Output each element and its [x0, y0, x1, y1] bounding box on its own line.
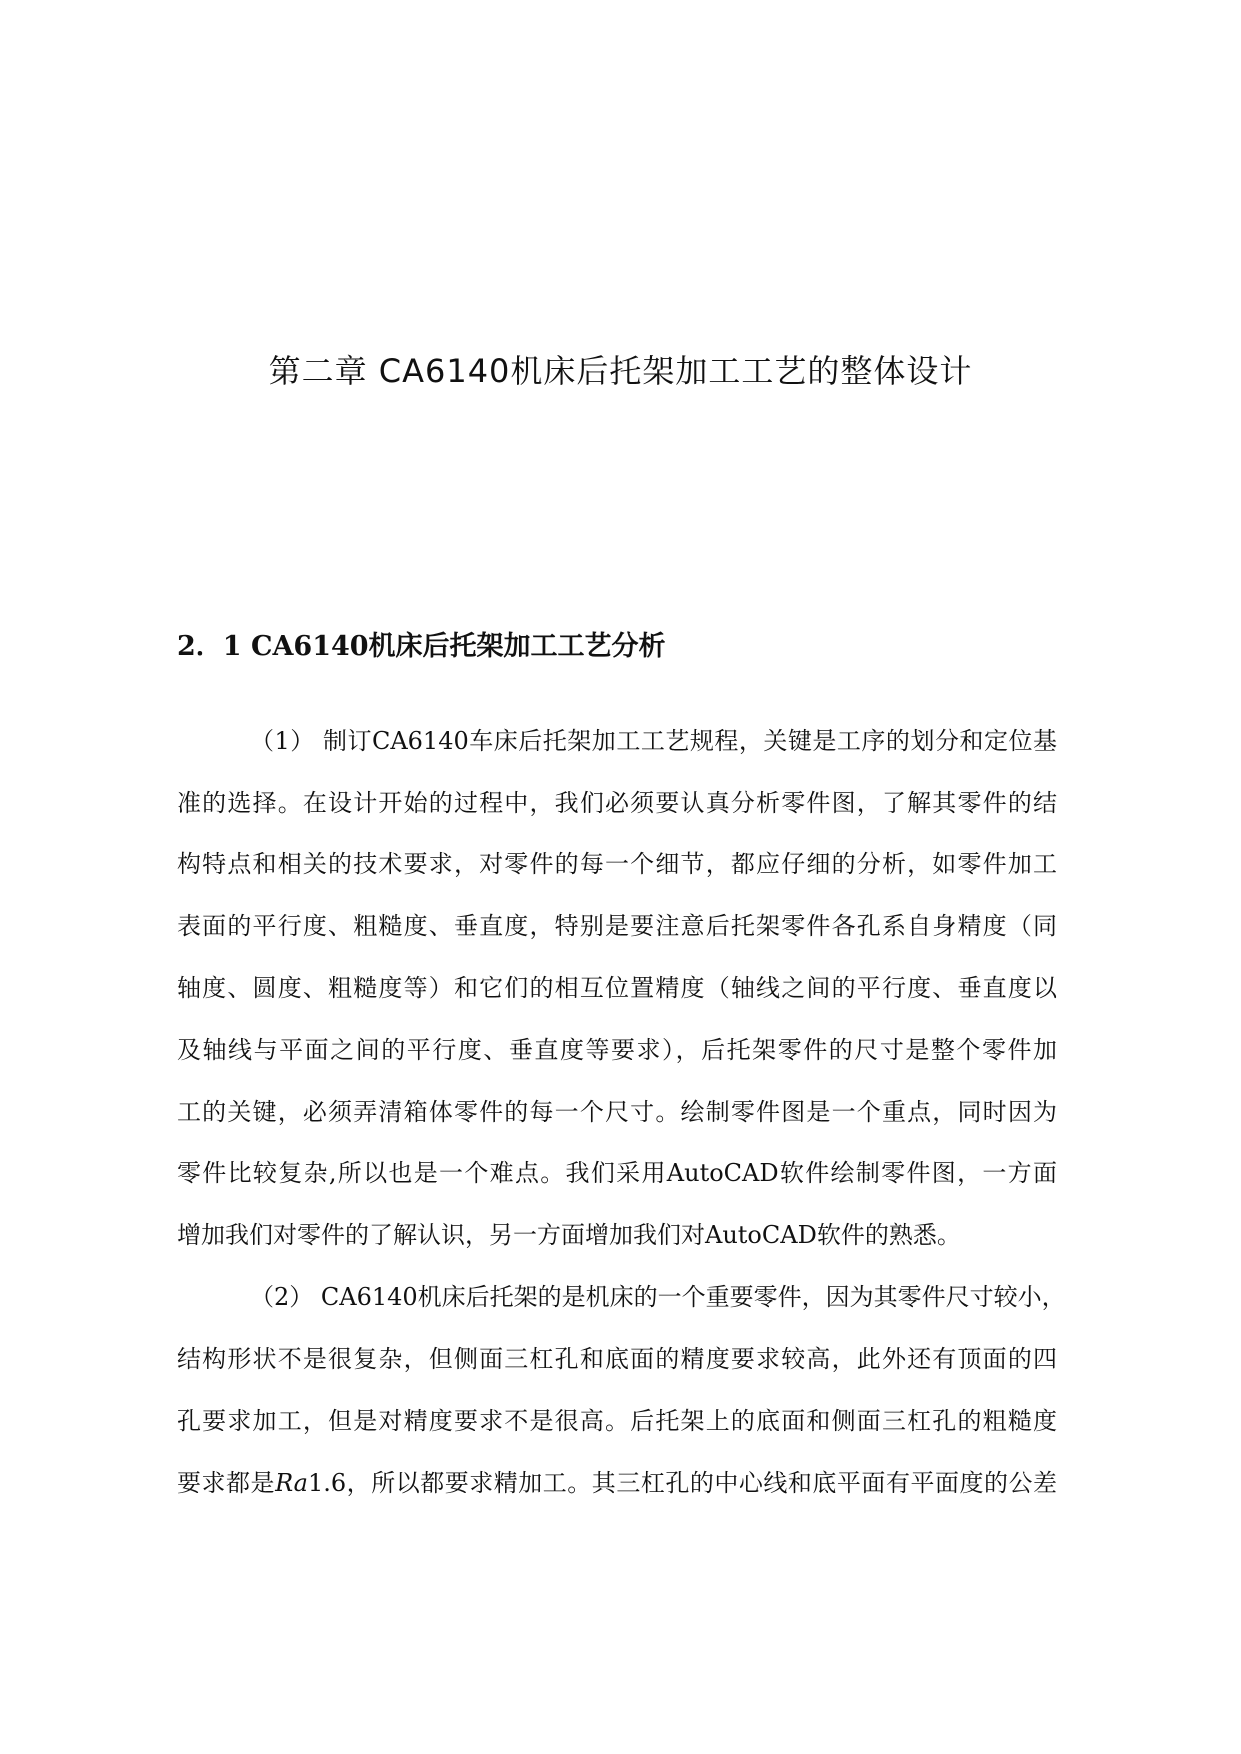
- paragraph-1-line: 表面的平行度、粗糙度、垂直度，特别是要注意后托架零件各孔系自身精度（同: [177, 912, 1057, 940]
- paragraph-1-line: （1） 制订CA6140车床后托架加工工艺规程，关键是工序的划分和定位基: [250, 727, 1057, 755]
- line-text: 要求都是: [177, 1469, 276, 1497]
- paragraph-1-line: 及轴线与平面之间的平行度、垂直度等要求），后托架零件的尺寸是整个零件加: [177, 1036, 1057, 1064]
- paragraph-2-line: 结构形状不是很复杂，但侧面三杠孔和底面的精度要求较高，此外还有顶面的四: [177, 1345, 1057, 1373]
- chapter-title: 第二章 CA6140机床后托架加工工艺的整体设计: [268, 352, 973, 390]
- roughness-value: 1.6: [308, 1469, 347, 1497]
- paragraph-1-line: 工的关键，必须弄清箱体零件的每一个尺寸。绘制零件图是一个重点，同时因为: [177, 1098, 1057, 1126]
- paragraph-1-line: 构特点和相关的技术要求，对零件的每一个细节，都应仔细的分析，如零件加工: [177, 850, 1057, 878]
- paragraph-2-line-last: [177, 1465, 1057, 1501]
- roughness-symbol: Ra: [275, 1469, 308, 1497]
- paragraph-1-line: 零件比较复杂,所以也是一个难点。我们采用AutoCAD软件绘制零件图，一方面: [177, 1159, 1057, 1187]
- paragraph-1-line: 增加我们对零件的了解认识，另一方面增加我们对AutoCAD软件的熟悉。: [177, 1221, 961, 1249]
- paragraph-1-line: 轴度、圆度、粗糙度等）和它们的相互位置精度（轴线之间的平行度、垂直度以: [177, 974, 1057, 1002]
- section-heading: 2．1 CA6140机床后托架加工工艺分析: [177, 631, 666, 662]
- line-text: ，所以都要求精加工。其三杠孔的中心线和底平面有平面度的公差: [346, 1469, 1058, 1497]
- paragraph-2-line: （2） CA6140机床后托架的是机床的一个重要零件，因为其零件尺寸较小，: [250, 1283, 1066, 1311]
- paragraph-1-line: 准的选择。在设计开始的过程中，我们必须要认真分析零件图，了解其零件的结: [177, 789, 1057, 817]
- paragraph-2-line: 孔要求加工，但是对精度要求不是很高。后托架上的底面和侧面三杠孔的粗糙度: [177, 1407, 1057, 1435]
